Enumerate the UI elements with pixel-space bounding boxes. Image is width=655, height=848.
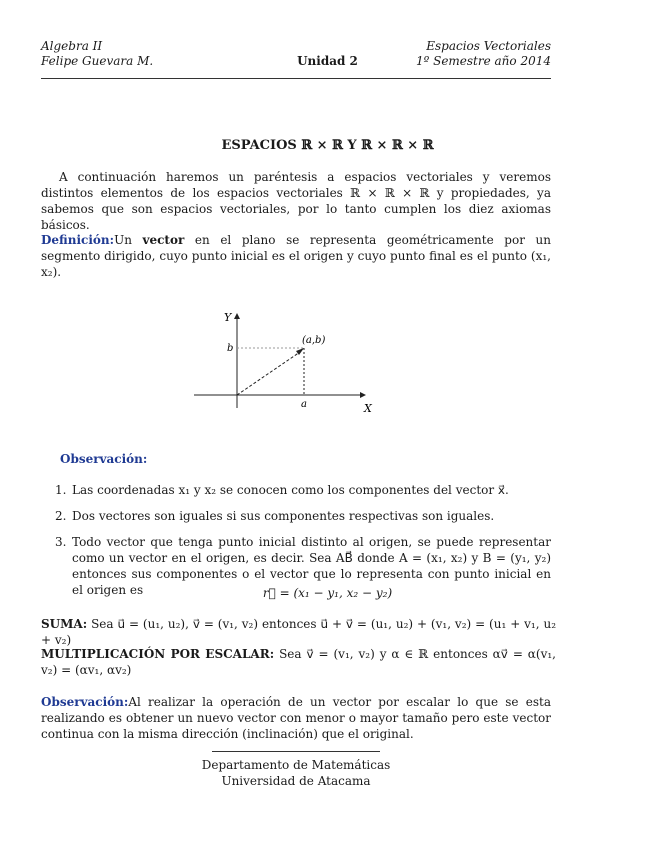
observation2-label: Observación: [41,695,129,709]
intro-paragraph: A continuación haremos un paréntesis a espacios vectoriales y veremos distintos elementos de los espacios vectoriales ℝ × ℝ × ℝ y propiedades, ya sabemos que son espacios vectoriales, por lo tanto cumplen los diez axiomas básicos. [41,170,551,232]
x-axis-label: X [364,402,372,415]
definition-lead: Un [114,233,132,247]
header-course: Algebra II [41,39,103,53]
list-text: Todo vector que tenga punto inicial distinto al origen, se puede representar como un vector en el origen, es decir. Sea AB⃗ donde A = (x₁, x₂) y B = (y₁, y₂) entonces sus componentes o el vector que lo representa con punto inicial en el origen es [72,535,551,597]
list-number: 1. [55,483,67,497]
page-title: ESPACIOS ℝ × ℝ Y ℝ × ℝ × ℝ [221,138,434,153]
observation-label: Observación: [60,452,148,466]
list-text: Las coordenadas x₁ y x₂ se conocen como los componentes del vector x⃗. [72,483,509,497]
suma-text: Sea u⃗ = (u₁, u₂), v⃗ = (v₁, v₂) entonces u⃗ + v⃗ = (u₁, u₂) + (v₁, v₂) = (u₁ + v₁, u₂ + v₂) [41,617,557,647]
vector-figure [190,305,390,420]
formula: r⃗ = (x₁ − y₁, x₂ − y₂) [262,586,393,600]
header-author: Felipe Guevara M. [41,54,154,68]
footer-rule [212,751,380,752]
suma-paragraph [41,616,556,648]
suma-label: SUMA: [41,617,88,631]
list-text: Dos vectores son iguales si sus componentes respectivas son iguales. [72,509,495,523]
list-number: 2. [55,509,67,523]
point-label: (a,b) [302,335,326,346]
definition-term: vector [142,233,185,247]
b-label: b [227,343,234,354]
list-item [55,508,551,524]
y-axis-label: Y [224,311,232,324]
footer-dept: Departamento de Matemáticas [201,758,391,772]
definition-label: Definición: [41,233,115,247]
x-axis-arrowhead [360,392,366,398]
a-label: a [301,399,307,410]
observation-list [55,482,551,598]
definition-text: en el plano se representa geométricamente por un segmento dirigido, cuyo punto inicial es el origen y cuyo punto final es el punto (x₁, x₂). [41,233,551,279]
observation2-paragraph [41,694,551,742]
header-rule [41,78,551,79]
header-unit: Unidad 2 [297,54,358,68]
mult-label: MULTIPLICACIÓN POR ESCALAR: [41,647,275,661]
definition-paragraph [41,232,551,280]
footer-univ: Universidad de Atacama [221,774,371,788]
header-semester: 1º Semestre año 2014 [416,54,551,68]
list-number: 3. [55,535,67,549]
y-axis-arrowhead [234,313,240,319]
observation2-text: Al realizar la operación de un vector por escalar lo que se esta realizando es obtener un nuevo vector con menor o mayor tamaño pero este vector continua con la misma dirección (inclinación) que el original. [41,695,551,741]
mult-paragraph [41,646,556,678]
header-topic: Espacios Vectoriales [426,39,551,53]
vector-line [237,352,300,395]
mult-text: Sea v⃗ = (v₁, v₂) y α ∈ ℝ entonces αv⃗ = α(v₁, v₂) = (αv₁, αv₂) [41,647,556,677]
list-item [55,482,551,498]
